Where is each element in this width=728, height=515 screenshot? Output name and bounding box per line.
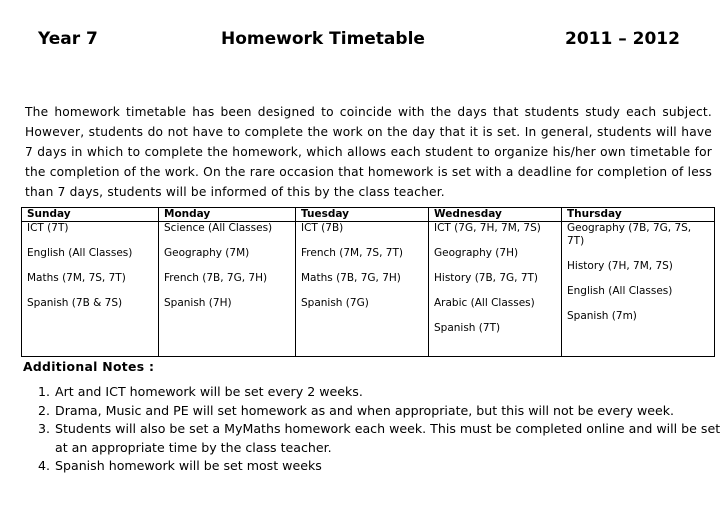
day-header-monday: Monday — [159, 208, 296, 222]
subject-entry: Spanish (7G) — [301, 297, 369, 309]
subject-entry: Arabic (All Classes) — [434, 297, 535, 309]
subject-entry: Geography (7H) — [434, 247, 519, 259]
day-header-thursday: Thursday — [562, 208, 715, 222]
subject-entry: English (All Classes) — [567, 285, 673, 297]
additional-notes-heading: Additional Notes : — [23, 359, 155, 374]
note-item: 3. Students will also be set a MyMaths homework each week. This must be completed online and will be set at an appropriate time by the class teacher. — [54, 420, 726, 457]
day-header-wednesday: Wednesday — [429, 208, 562, 222]
subject-entry: Geography (7M) — [164, 247, 250, 259]
day-column-sunday — [22, 222, 159, 357]
subject-entry: Spanish (7B & 7S) — [27, 297, 123, 309]
subject-entry: History (7B, 7G, 7T) — [434, 272, 539, 284]
title-row — [0, 29, 728, 53]
subject-entry: French (7B, 7G, 7H) — [164, 272, 268, 284]
day-column-tuesday — [296, 222, 429, 357]
note-item: 2. Drama, Music and PE will set homework as and when appropriate, but this will not be every week. — [54, 402, 726, 421]
academic-year: 2011 – 2012 — [565, 29, 680, 49]
subject-entry: French (7M, 7S, 7T) — [301, 247, 403, 259]
timetable-header-row — [22, 208, 715, 222]
subject-entry: ICT (7B) — [301, 222, 344, 234]
additional-notes-list — [36, 383, 726, 476]
day-header-tuesday: Tuesday — [296, 208, 429, 222]
year-label: Year 7 — [38, 29, 98, 49]
subject-entry: Maths (7M, 7S, 7T) — [27, 272, 126, 284]
homework-timetable — [21, 207, 715, 357]
subject-entry: Spanish (7m) — [567, 310, 637, 322]
subject-entry: Maths (7B, 7G, 7H) — [301, 272, 401, 284]
day-column-wednesday — [429, 222, 562, 357]
note-item: 4. Spanish homework will be set most weeks — [54, 457, 726, 476]
subject-entry: ICT (7T) — [27, 222, 69, 234]
note-item: 1. Art and ICT homework will be set every 2 weeks. — [54, 383, 726, 402]
subject-entry: English (All Classes) — [27, 247, 133, 259]
subject-entry: ICT (7G, 7H, 7M, 7S) — [434, 222, 541, 234]
intro-paragraph: The homework timetable has been designed to coincide with the days that students study each subject. However, students do not have to complete the work on the day that it is set. In general, students will have 7 days in which to complete the homework, which allows each student to organize his/her own timetable for the completion of the work. On the rare occasion that homework is set with a deadline for completion of less than 7 days, students will be informed of this by the class teacher. — [25, 105, 712, 200]
page-title: Homework Timetable — [221, 29, 425, 49]
subject-entry: Spanish (7H) — [164, 297, 232, 309]
day-column-monday — [159, 222, 296, 357]
subject-entry: Geography (7B, 7G, 7S, 7T) — [567, 222, 692, 247]
timetable-body-row — [22, 222, 715, 357]
day-header-sunday: Sunday — [22, 208, 159, 222]
subject-entry: Science (All Classes) — [164, 222, 273, 234]
subject-entry: History (7H, 7M, 7S) — [567, 260, 673, 272]
subject-entry: Spanish (7T) — [434, 322, 501, 334]
day-column-thursday — [562, 222, 715, 357]
